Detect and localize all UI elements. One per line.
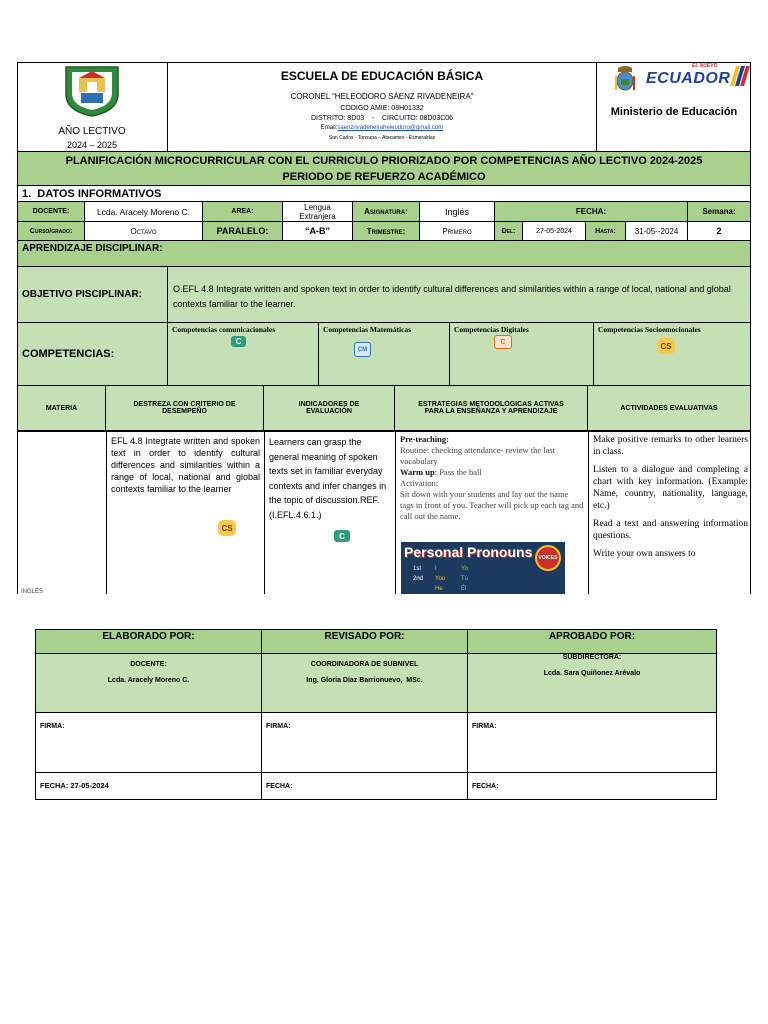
pronouns-title: Personal Pronouns (404, 544, 533, 560)
header-estrategias: ESTRATEGIAS METODOLOGICAS ACTIVAS PARA LA ENSEÑANZA Y APRENDIZAJE (395, 386, 588, 431)
email-line (168, 123, 596, 133)
ano-lectivo-label: AÑO LECTIVO (58, 125, 126, 137)
col-line-1 (106, 432, 107, 594)
content-row (17, 431, 751, 594)
objetivo-label: OBJETIVO PISCIPLINAR: (22, 289, 143, 300)
pronoun-number: 1st (413, 566, 422, 572)
semana-value: 2 (688, 222, 751, 241)
warm-up-label: Warm up (400, 467, 435, 477)
competencia-badge-cd-icon: C (494, 335, 512, 349)
hasta-value: 31-05--2024 (626, 222, 688, 241)
fecha-label: FECHA: (472, 783, 499, 790)
header-destreza: DESTREZA CON CRITERIO DE DESEMPEÑO (106, 386, 264, 431)
datos-informativos-title (17, 186, 751, 202)
ano-lectivo-years: 2024 – 2025 (66, 139, 118, 150)
actividad-3: Read a text and answering information questions. (593, 519, 748, 541)
subdirectora-role: SUBDIRECTORA: (562, 654, 622, 661)
personal-pronouns-image (401, 542, 565, 594)
destreza-cs-icon: CS (218, 520, 236, 536)
curso-label: Curso/grado: (17, 222, 85, 241)
warm-up-line (400, 467, 584, 478)
voices-badge-icon: VOICES (535, 545, 561, 571)
header-indicadores: INDICADORES DE EVALUACIÓN (264, 386, 395, 431)
school-subtitle: CORONEL “HELEODORO SÁENZ RIVADENEIRA” (290, 91, 474, 101)
activation-label: Activation: (400, 478, 439, 488)
fecha-elaborado-cell (35, 773, 262, 800)
pronoun-table (413, 564, 468, 594)
docente-role: DOCENTE: (130, 661, 167, 668)
aprendizaje-row (17, 241, 751, 267)
materia-value: INGLÉS (21, 589, 44, 594)
curso-value: Octavo (85, 222, 203, 241)
competencias-label: COMPETENCIAS: (22, 348, 115, 360)
objetivo-text-cell (168, 267, 751, 323)
fecha-aprobado-cell (468, 773, 717, 800)
title-line-2: PERIODO DE REFUERZO ACADÉMICO (282, 171, 486, 183)
competencia-badge-c-icon: C (231, 336, 246, 347)
firma-elaborado-cell (35, 713, 262, 773)
pronoun-row (413, 574, 468, 584)
semana-label: Semana: (688, 202, 751, 222)
competencia-badge-cm-icon: CM (354, 342, 371, 357)
pre-teaching-label: Pre-teaching: (400, 434, 449, 444)
firma-label: FIRMA: (472, 723, 497, 730)
area-value: Lengua Extranjera (283, 202, 353, 222)
docente-label: DOCENTE: (17, 202, 85, 222)
pronoun-row (413, 584, 468, 594)
competencia-badge-cs-icon: CS (657, 338, 675, 354)
aprendizaje-label: APRENDIZAJE DISCIPLINAR: (22, 243, 163, 254)
elaborado-cell (35, 654, 262, 713)
actividad-4: Write your own answers to (593, 549, 696, 559)
pronoun-en: I (435, 566, 437, 572)
pronoun-es: Yo (461, 566, 468, 572)
indicadores-c-icon: C (334, 530, 350, 542)
revisado-header: REVISADO POR: (262, 629, 468, 654)
docente-value: Lcda. Aracely Moreno C. (85, 202, 203, 222)
aprobado-header: APROBADO POR: (468, 629, 717, 654)
pronoun-en: You (435, 576, 446, 582)
school-shield-logo (62, 64, 122, 118)
pronoun-es: Él (461, 586, 467, 592)
hasta-label: Hasta: (586, 222, 626, 241)
school-address: San Carlos - Tonsupa – Atacames - Esmeraldas (328, 134, 436, 141)
school-name: ESCUELA DE EDUCACIÓN BÁSICA (280, 69, 484, 83)
asignatura-value: Inglés (420, 202, 495, 222)
col-line-3 (395, 432, 396, 594)
routine-text: Routine: checking attendance- review the last vocabulary (400, 445, 556, 466)
competencia-label-digital: Competencias Digitales (454, 325, 529, 334)
paralelo-value: “A-B” (283, 222, 353, 241)
email-link[interactable]: saenzrivadeneiraheleodoro@gmail.com (337, 125, 444, 131)
competencia-digital (450, 323, 594, 386)
pronoun-en: He (435, 586, 443, 592)
email-label: Email: (320, 125, 338, 131)
fecha-elaborado: FECHA: 27-05-2024 (40, 781, 109, 790)
destreza-text: EFL 4.8 Integrate written and spoken text in order to identify cultural differences and similarities within a range of local, national and global contexts familiar to the learner (111, 436, 260, 494)
fecha-revisado-cell (262, 773, 468, 800)
title-band (17, 152, 751, 186)
aprobado-cell (468, 654, 717, 713)
competencias-label-cell (17, 323, 168, 386)
title-line-1: PLANIFICACIÓN MICROCURRICULAR CON EL CURRICULO PRIORIZADO POR COMPETENCIAS AÑO LECTIVO 2024-2025 (65, 155, 703, 167)
header-actividades: ACTIVIDADES EVALUATIVAS (588, 386, 751, 431)
competencia-comunicacional (168, 323, 319, 386)
codigo-amie: CÓDIGO AMIE: 08H01332 (340, 104, 424, 112)
warm-up-text: : Pass the ball (434, 467, 482, 477)
estrategias-block (400, 434, 584, 522)
del-value: 27-05-2024 (523, 222, 586, 241)
competencia-label-comunicacional: Competencias comunicacionales (172, 325, 276, 334)
indicadores-text: Learners can grasp the general meaning of spoken texts set in familiar everyday contexts and infer changes in the topic of discussion.REF. (I.EFL.4.6.1.) (269, 437, 387, 520)
col-line-4 (588, 432, 589, 594)
ecuador-logo-small: EL NUEVO (692, 63, 718, 69)
trimestre-label: Trimestre: (353, 222, 420, 241)
actividad-1: Make positive remarks to other learners in class. (593, 435, 748, 457)
distrito-circuito: DISTRITO: 8D03 - CIRCUITO: 08D03C06 (310, 114, 454, 122)
pronoun-es: Tú (461, 576, 469, 582)
pronoun-number: 2nd (413, 576, 424, 582)
competencia-label-matematica: Competencias Matemáticas (323, 325, 412, 334)
firma-label: FIRMA: (266, 723, 291, 730)
ecuador-stripes-icon (724, 64, 750, 88)
firma-aprobado-cell (468, 713, 717, 773)
revisado-cell (262, 654, 468, 713)
area-label: AREA: (203, 202, 283, 222)
del-label: Del: (495, 222, 523, 241)
actividad-2: Listen to a dialogue and completing a chart with key information. (Example: Name, country, nationality, language, etc.) (593, 465, 748, 511)
trimestre-value: Primero (420, 222, 495, 241)
objetivo-label-cell (17, 267, 168, 323)
objetivo-text: O.EFL 4.8 Integrate written and spoken text in order to identify cultural differences and similarities within a range of local, national and global contexts familiar to the learner. (173, 284, 731, 309)
subdirectora-name: Lcda. Sara Quiñonez Arévalo (543, 670, 641, 677)
competencia-matematica (319, 323, 450, 386)
elaborado-header: ELABORADO POR: (35, 629, 262, 654)
firma-revisado-cell (262, 713, 468, 773)
fecha-label: FECHA: (266, 783, 293, 790)
col-line-2 (264, 432, 265, 594)
coordinadora-role: COORDINADORA DE SUBNIVEL (310, 661, 419, 668)
datos-informativos-label: 1. DATOS INFORMATIVOS (22, 187, 162, 200)
coordinadora-name: Ing. Gloria Díaz Barrionuevo, MSc. (306, 677, 423, 684)
coat-of-arms-icon (612, 64, 638, 94)
pronoun-row (413, 564, 468, 574)
ministerio-label: Ministerio de Educación (610, 106, 738, 118)
activation-text: Sit down with your students and lay out the name tags in front of you. Teacher will pick up each tag and call out the name. (400, 489, 584, 521)
docente-name: Lcda. Aracely Moreno C. (107, 677, 190, 684)
ecuador-logo-text: ECUADOR (646, 70, 731, 87)
competencia-label-socioemocional: Competencias Socioemocionales (598, 325, 701, 334)
asignatura-label: Asignatura: (353, 202, 420, 222)
fecha-label: FECHA: (495, 202, 688, 222)
firma-label: FIRMA: (40, 723, 65, 730)
header-materia: MATERIA (17, 386, 106, 431)
competencia-socioemocional (594, 323, 751, 386)
actividades-block (593, 434, 748, 560)
paralelo-label: PARALELO: (203, 222, 283, 241)
